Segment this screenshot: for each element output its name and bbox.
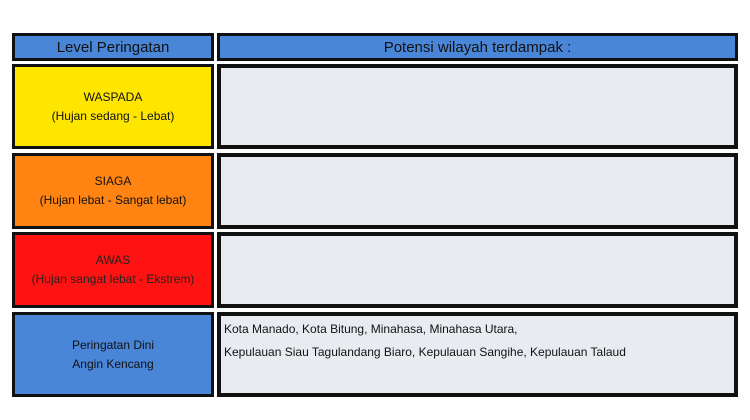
- level-siaga: [12, 153, 214, 229]
- level-siaga-desc: (Hujan lebat - Sangat lebat): [39, 193, 187, 207]
- level-waspada: [12, 64, 214, 149]
- area-peringatan-dini: [217, 312, 738, 397]
- area-awas-line-2: [221, 240, 734, 244]
- level-column-header: [12, 33, 214, 61]
- area-peringatan-dini-line-1: Kota Manado, Kota Bitung, Minahasa, Minahasa Utara,: [224, 322, 518, 336]
- area-peringatan-dini-line-2: Kepulauan Siau Tagulandang Biaro, Kepulauan Sangihe, Kepulauan Talaud: [224, 345, 626, 359]
- level-awas-name: AWAS: [95, 253, 131, 267]
- level-column-header-label: Level Peringatan: [56, 38, 170, 56]
- area-siaga: [217, 153, 738, 229]
- area-column-header-label: Potensi wilayah terdampak :: [383, 38, 572, 56]
- level-peringatan-dini-desc: Angin Kencang: [72, 356, 154, 371]
- level-siaga-name: SIAGA: [94, 174, 132, 188]
- level-awas-desc: (Hujan sangat lebat - Ekstrem): [31, 272, 195, 286]
- area-waspada: [217, 64, 738, 149]
- level-waspada-desc: (Hujan sedang - Lebat): [51, 108, 175, 123]
- level-waspada-name: WASPADA: [83, 89, 143, 104]
- level-peringatan-dini-name: Peringatan Dini: [71, 337, 155, 352]
- area-siaga-line-2: [221, 161, 734, 165]
- area-awas: [217, 232, 738, 308]
- level-awas: [12, 232, 214, 308]
- area-column-header: [217, 33, 738, 61]
- area-waspada-line-2: [221, 72, 734, 76]
- level-peringatan-dini: [12, 312, 214, 397]
